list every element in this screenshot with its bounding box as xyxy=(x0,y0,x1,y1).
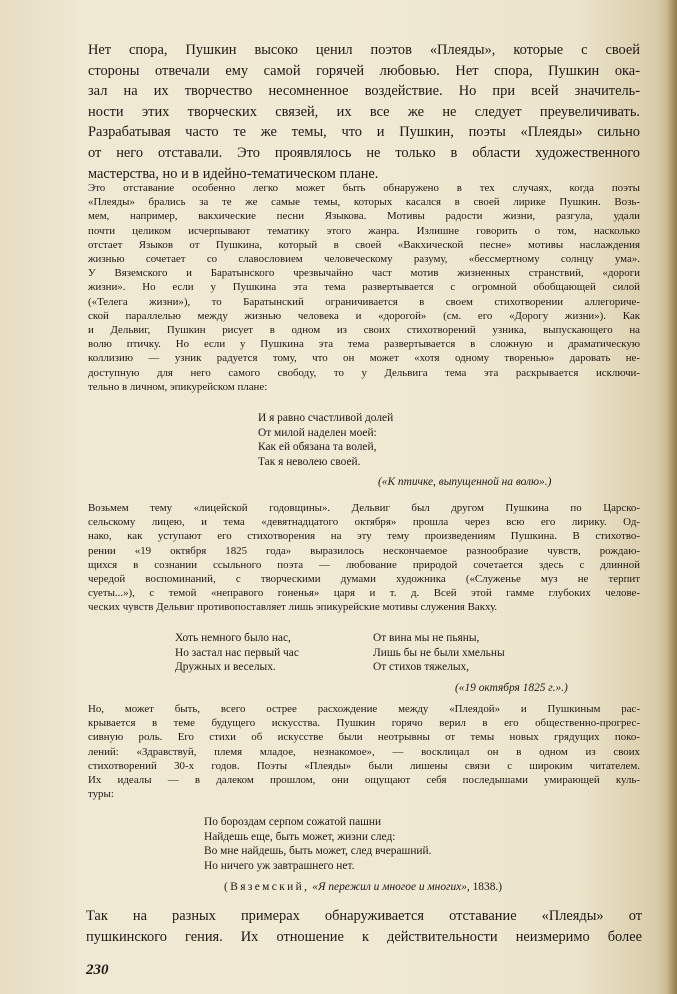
verse-line: Но ничего уж завтрашнего нет. xyxy=(204,859,355,872)
text-line: нако, как уступают его стихотворения на эту тему произведениям Пушкина. В стихотво- xyxy=(88,530,640,543)
citation-year: 1838.) xyxy=(472,881,503,893)
text-line: ности этих творческих связей, их все же не следует преувеличивать. xyxy=(88,103,640,120)
text-line: «Плеяды» брались за те же самые темы, которых касался в своей лирике Пушкин. Возь- xyxy=(88,196,640,209)
verse-line: От вина мы не пьяны, xyxy=(373,632,480,644)
paragraph-3 xyxy=(88,501,640,615)
verse-line: По бороздам серпом сожатой пашни xyxy=(204,816,382,828)
text-line: пушкинского гения. Их отношение к действительности неизмеримо более xyxy=(86,928,642,945)
text-line: и Дельвиг, Пушкин рисует в одном из своих стихотворений узника, выпускающего на xyxy=(88,324,640,337)
text-line: Возьмем тему «лицейской годовщины». Дельвиг был другом Пушкина по Царско- xyxy=(88,502,640,514)
text-line: Так на разных примерах обнаруживается отставание «Плеяды» от xyxy=(86,908,642,924)
text-line: Это отставание особенно легко может быть обнаружено в тех случаях, когда поэты xyxy=(88,182,640,194)
text-line: суеты...»), с темой «неправого гоненья» царя и т. д. Всей этой гамме глубоких челове- xyxy=(88,587,640,600)
text-line: от него отставали. Это проявлялось не только в области художественного xyxy=(88,144,640,161)
citation-author: (Вяземский, xyxy=(224,881,310,893)
page-number: 230 xyxy=(86,962,109,978)
text-line: волю птичку. Но если у Пушкина эта тема развертывается в сложную и драматическую xyxy=(88,338,640,351)
text-line: сельскому лицею, и тема «девятнадцатого октября» прошла через всю его лирику. Од- xyxy=(88,516,640,529)
text-line: мастерства, но и в идейно-тематическом плане. xyxy=(88,165,379,182)
text-line: чередой воспоминаний, с творческими думами художника («Служенье муз не терпит xyxy=(88,573,640,586)
verse-line: Как ей обязана та волей, xyxy=(258,441,377,454)
verse-line: Дружных и веселых. xyxy=(175,661,276,674)
poem-october-left xyxy=(175,631,299,675)
text-line: Их идеалы — в далеком прошлом, они ощущают себя последышами умирающей куль- xyxy=(88,774,640,787)
text-line: рении «19 октября 1825 года» выразилось нескончаемое разнообразие чувств, рождаю- xyxy=(88,544,640,557)
verse-line: От милой наделен моей: xyxy=(258,426,377,439)
text-line: отстает Языков от Пушкина, который в своей «Вакхической песне» мотивы наслаждения xyxy=(88,238,640,251)
text-line: почти целиком исчерпывают тематику этого жанра. Излишне говорить о том, насколько xyxy=(88,224,640,237)
text-line: тельно в личном, эпикурейском плане: xyxy=(88,380,268,393)
text-line: коллизию — узник радуется тому, что он может «хотя одному творенью» даровать не- xyxy=(88,352,640,365)
text-line: зал на их творчество несомненное воздействие. Но при всей значитель- xyxy=(88,83,640,100)
text-line: щихся в сознании ссыльного поэта — любование природой сочетается здесь с длинной xyxy=(88,558,640,571)
text-line: Нет спора, Пушкин высоко ценил поэтов «Плеяды», которые с своей xyxy=(88,42,640,58)
verse-line: От стихов тяжелых, xyxy=(373,661,470,674)
paragraph-5 xyxy=(86,906,642,947)
verse-line: Хоть немного было нас, xyxy=(175,632,291,644)
citation-1: («К птичке, выпущенной на волю».) xyxy=(378,476,552,488)
text-line: жизнью сочетает со славословием человеческому разуму, «бессмертному солнцу ума». xyxy=(88,253,640,266)
text-line: туры: xyxy=(88,788,114,801)
verse-line: Во мне найдешь, быть может, след вчерашний. xyxy=(204,845,432,858)
page-edge-shadow xyxy=(667,0,677,994)
text-line: («Телега жизни»), то Баратынский ограничивается в своем стихотворении аллегориче- xyxy=(88,295,640,308)
text-line: жизни». Но если у Пушкина эта тема развертывается с огромной обобщающей силой xyxy=(88,281,640,294)
verse-line: Лишь бы не были хмельны xyxy=(373,646,505,659)
paragraph-2 xyxy=(88,181,640,394)
text-line: лений: «Здравствуй, племя младое, незнакомое», — восклицал он в одном из своих xyxy=(88,745,640,758)
text-line: сивную роль. Его стихи об искусстве были неотрывны от темы новых грядущих поко- xyxy=(88,731,640,744)
citation-3 xyxy=(224,881,502,893)
text-line: У Вяземского и Баратынского чрезвычайно част мотив жизненных странствий, «дороги xyxy=(88,267,640,280)
text-line: стихотворений 30-х годов. Поэты «Плеяды» были лишены связи с широким читателем. xyxy=(88,759,640,772)
verse-line: Но застал нас первый час xyxy=(175,646,299,659)
text-line: Разрабатывая часто те же темы, что и Пушкин, поэты «Плеяды» сильно xyxy=(88,124,640,141)
verse-line: Найдешь еще, быть может, жизни след: xyxy=(204,830,396,843)
text-line: доступную для него самого свободу, то у Дельвига тема эта раскрывается исключи- xyxy=(88,366,640,379)
citation-title: «Я пережил и многое и многих», xyxy=(312,881,470,893)
poem-october-right xyxy=(373,631,505,675)
text-line: мем, например, вакхические песни Языкова. Мотивы радости жизни, разгула, удали xyxy=(88,210,640,223)
poem-vyazemsky xyxy=(204,815,431,873)
text-line: ческих чувств Дельвиг противопоставляет лишь эпикурейские мотивы служения Вакху. xyxy=(88,601,498,614)
citation-2: («19 октября 1825 г.».) xyxy=(455,682,568,694)
text-line: Но, может быть, всего острее расхождение между «Плеядой» и Пушкиным рас- xyxy=(88,703,640,715)
text-line: стороны отвечали ему самой горячей любовью. Нет спора, Пушкин ока- xyxy=(88,62,640,79)
paragraph-1 xyxy=(88,40,640,184)
text-line: ской параллелью между жизнью человека и «дорогой» (см. его «Дорогу жизни»). Как xyxy=(88,309,640,322)
text-line: крывается в теме будущего искусства. Пушкин горячо верил в его общественно-прогрес- xyxy=(88,717,640,730)
verse-line: Так я неволею своей. xyxy=(258,455,361,468)
verse-line: И я равно счастливой долей xyxy=(258,412,394,424)
paragraph-4 xyxy=(88,702,640,801)
poem-delvig-bird xyxy=(258,411,393,469)
